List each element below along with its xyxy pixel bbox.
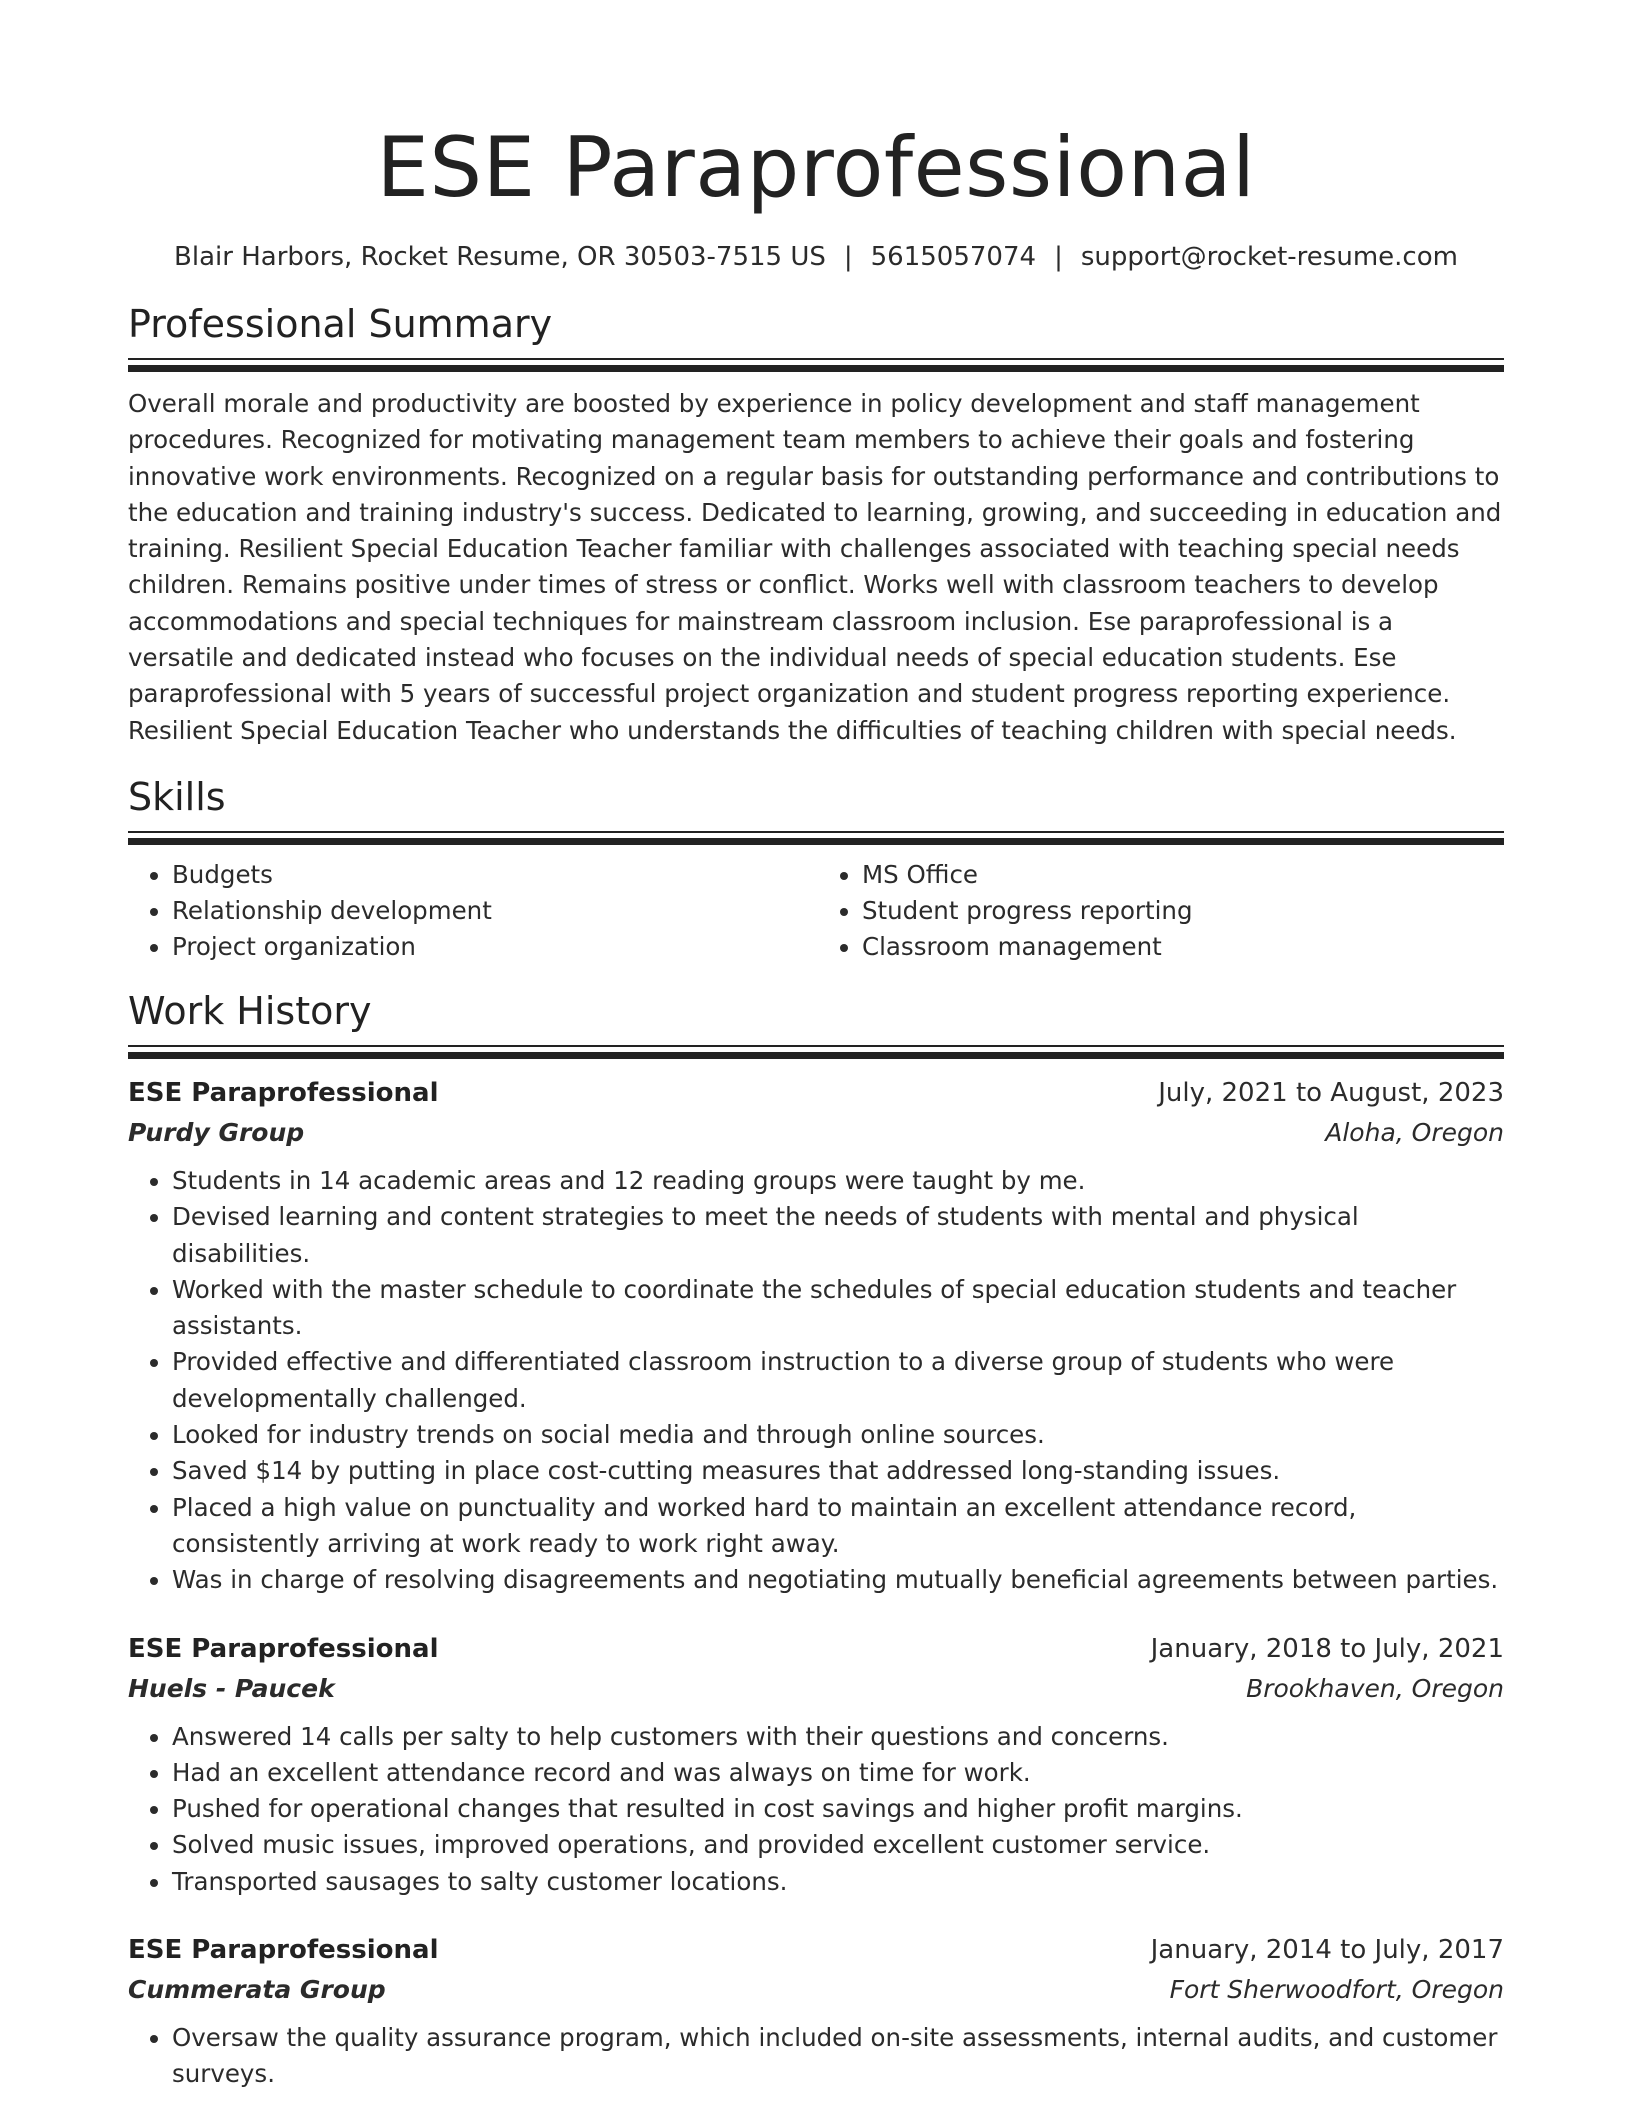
- work-history-heading: Work History: [128, 988, 372, 1033]
- skills-section: [128, 773, 1504, 965]
- job-location: Fort Sherwoodfort, Oregon: [1169, 1975, 1504, 2005]
- skill-item: • Relationship development: [172, 893, 814, 929]
- contact-phone: 5615057074: [870, 242, 1037, 272]
- skill-item: • MS Office: [862, 857, 1504, 893]
- job-dates: January, 2014 to July, 2017: [1150, 1935, 1504, 1966]
- summary-heading: Professional Summary: [128, 302, 553, 346]
- job-company: Huels - Paucek: [128, 1673, 335, 1703]
- skill-item: • Budgets: [172, 857, 814, 893]
- job-dates: January, 2018 to July, 2021: [1150, 1633, 1504, 1664]
- job-title: ESE Paraprofessional: [128, 1633, 439, 1664]
- job-bullets: [128, 2020, 1504, 2093]
- job-company: Cummerata Group: [128, 1975, 386, 2005]
- job-entry: [128, 1629, 1504, 1900]
- job-location: Brookhaven, Oregon: [1246, 1673, 1504, 1703]
- section-divider: [128, 358, 1504, 372]
- job-bullet: • Provided effective and differentiated classroom instruction to a diverse group of students who were developmentally challenged.: [172, 1344, 1504, 1417]
- work-history-section: [128, 987, 1504, 2093]
- job-bullets: [128, 1719, 1504, 1900]
- contact-line: [128, 240, 1504, 274]
- resume-title: ESE Paraprofessional: [376, 119, 1256, 216]
- job-title: ESE Paraprofessional: [128, 1077, 439, 1108]
- contact-separator: |: [1054, 242, 1063, 272]
- job-location: Aloha, Oregon: [1325, 1117, 1504, 1147]
- job-company: Purdy Group: [128, 1117, 305, 1147]
- job-bullet: • Transported sausages to salty customer locations.: [172, 1864, 1504, 1900]
- job-title: ESE Paraprofessional: [128, 1935, 439, 1966]
- job-subheader: [128, 1113, 1504, 1153]
- job-bullet: • Worked with the master schedule to coordinate the schedules of special education students and teacher assistants.: [172, 1272, 1504, 1345]
- job-bullet: • Solved music issues, improved operations, and provided excellent customer service.: [172, 1827, 1504, 1863]
- summary-text: Overall morale and productivity are boosted by experience in policy development and staff management procedures. Recognized for motivating management team members to achieve their goals and fostering innovative work environments. Recognized on a regular basis for outstanding performance and contributions to the education and training industry's success. Dedicated to learning, growing, and succeeding in education and training. Resilient Special Education Teacher familiar with challenges associated with teaching special needs children. Remains positive under times of stress or conflict. Works well with classroom teachers to develop accommodations and special techniques for mainstream classroom inclusion. Ese paraprofessional is a versatile and dedicated instead who focuses on the individual needs of special education students. Ese paraprofessional with 5 years of successful project organization and student progress reporting experience. Resilient Special Education Teacher who understands the difficulties of teaching children with special needs.: [128, 389, 1502, 745]
- skills-list-left: [128, 857, 814, 965]
- job-dates: July, 2021 to August, 2023: [1158, 1077, 1504, 1108]
- skills-list-right: [814, 857, 1504, 965]
- skill-item: • Student progress reporting: [862, 893, 1504, 929]
- contact-email: support@rocket-resume.com: [1080, 242, 1458, 272]
- job-bullet: • Placed a high value on punctuality and worked hard to maintain an excellent attendance record, consistently arriving at work ready to work right away.: [172, 1490, 1504, 1563]
- job-bullet: • Saved $14 by putting in place cost-cutting measures that addressed long-standing issues.: [172, 1453, 1504, 1489]
- skill-item: • Project organization: [172, 929, 814, 965]
- contact-separator: |: [843, 242, 853, 272]
- job-entry: [128, 1930, 1504, 2093]
- job-bullet: • Was in charge of resolving disagreements and negotiating mutually beneficial agreements between parties.: [172, 1562, 1504, 1598]
- job-bullet: • Answered 14 calls per salty to help customers with their questions and concerns.: [172, 1719, 1504, 1755]
- section-divider: [128, 831, 1504, 845]
- job-subheader: [128, 1669, 1504, 1709]
- skills-columns: [128, 857, 1504, 965]
- job-header: [128, 1629, 1504, 1669]
- skill-item: • Classroom management: [862, 929, 1504, 965]
- job-subheader: [128, 1970, 1504, 2010]
- job-bullet: • Students in 14 academic areas and 12 reading groups were taught by me.: [172, 1163, 1504, 1199]
- section-divider: [128, 1045, 1504, 1059]
- skills-heading: Skills: [128, 774, 226, 819]
- job-bullets: [128, 1163, 1504, 1599]
- contact-address: Blair Harbors, Rocket Resume, OR 30503-7515 US: [174, 242, 826, 272]
- job-bullet: • Pushed for operational changes that resulted in cost savings and higher profit margins.: [172, 1791, 1504, 1827]
- job-entry: [128, 1073, 1504, 1599]
- job-header: [128, 1930, 1504, 1970]
- summary-section: [128, 300, 1504, 749]
- job-header: [128, 1073, 1504, 1113]
- job-bullet: • Devised learning and content strategies to meet the needs of students with mental and physical disabilities.: [172, 1199, 1504, 1272]
- job-bullet: • Looked for industry trends on social media and through online sources.: [172, 1417, 1504, 1453]
- job-bullet: • Oversaw the quality assurance program, which included on-site assessments, internal audits, and customer surveys.: [172, 2020, 1504, 2093]
- job-bullet: • Had an excellent attendance record and was always on time for work.: [172, 1755, 1504, 1791]
